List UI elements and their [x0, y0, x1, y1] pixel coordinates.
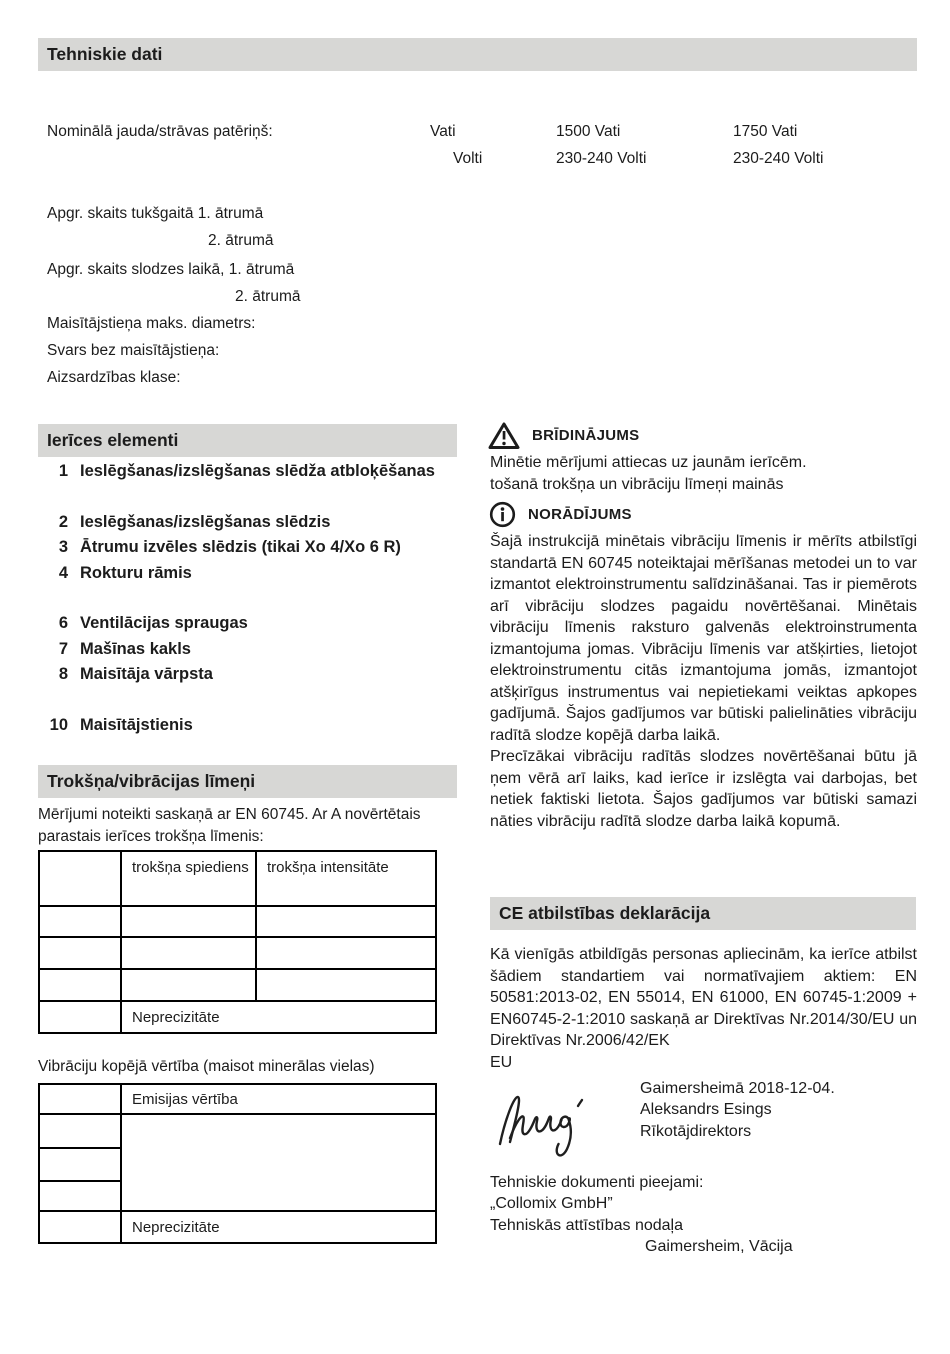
table-cell — [39, 1181, 121, 1211]
element-item — [34, 665, 213, 684]
section-header-tech-data: Tehniskie dati — [38, 38, 917, 71]
noise-table — [38, 850, 437, 1034]
table-cell — [256, 969, 436, 1001]
table-cell — [39, 1084, 121, 1114]
table-cell — [39, 1001, 121, 1033]
note-header — [489, 501, 632, 528]
ce-place-date: Gaimersheimā 2018-12-04. — [640, 1080, 835, 1097]
element-number: 7 — [58, 640, 68, 658]
spec-label-protection-class: Aizsardzības klase: — [47, 369, 181, 386]
vibration-caption: Vibrāciju kopējā vērtība (maisot minerālas vielas) — [38, 1058, 375, 1075]
table-cell — [121, 906, 256, 937]
section-header-noise: Trokšņa/vibrācijas līmeņi — [38, 765, 457, 798]
element-number: 6 — [58, 614, 68, 632]
element-label: Ieslēgšanas/izslēgšanas slēdzis — [80, 513, 331, 531]
element-label: Maisītājstienis — [80, 716, 193, 734]
element-item — [34, 462, 435, 481]
spec-label-idle-speed: Apgr. skaits tukšgaitā 1. ātrumā — [47, 205, 264, 222]
table-header-sound-pressure: trokšņa spiediens — [121, 851, 256, 906]
spec-unit-watts: Vati — [430, 123, 456, 140]
warning-title: BRĪDINĀJUMS — [532, 427, 640, 444]
table-cell — [39, 1211, 121, 1243]
section-header-ce: CE atbilstības deklarācija — [490, 897, 916, 930]
table-cell — [39, 969, 121, 1001]
element-number: 8 — [58, 665, 68, 683]
element-item — [34, 716, 193, 735]
spec-label-load-speed: Apgr. skaits slodzes laikā, 1. ātrumā — [47, 261, 295, 278]
warning-header — [488, 421, 639, 450]
ce-statement: Kā vienīgās atbildīgās personas apliecinām, ka ierīce atbilst šādiem standartiem vai normatīvajiem aktiem: EN 50581:2013-02, EN 55014, EN 61000, EN 60745-1:2009 + EN60745-2-1:2010 saskaņā ar Direktīvas Nr.2014/30/EU un Direktīvas Nr.2006/42/EK — [490, 946, 917, 1049]
note-paragraph-1: Šajā instrukcijā minētais vibrāciju līmenis ir mērīts atbilstīgi standartā EN 60745 noteiktajai mērīšanas metodei un to var izmantot elektroinstrumentu salīdzināšanai. Tas ir piemērots arī vibrāciju slodzes pagaidu novērtēšanai. Minētais vibrāciju līmenis raksturo galvenās elektroinstrumenta izmantojuma jomas. Vibrāciju līmenis var atšķirties, lietojot elektroinstrumentu citās izmantojuma jomās, izmantojot atšķirīgus instrumentus vai nepietiekami veiktas apkopes gadījumā. Šajos gadījumos var būtiski palielināties vibrāciju radītā slodze kopējā darba laikā. — [490, 533, 917, 744]
element-item — [34, 614, 248, 633]
element-number: 2 — [58, 513, 68, 531]
element-item — [34, 564, 192, 583]
ce-signer-block — [640, 1078, 835, 1142]
element-number: 3 — [58, 538, 68, 556]
table-footer-uncertainty: Neprecizitāte — [121, 1211, 436, 1243]
note-body — [490, 531, 917, 832]
info-icon — [489, 501, 516, 528]
ce-eu-line: EU — [490, 1053, 513, 1071]
table-cell — [121, 1114, 436, 1211]
ce-docs-block — [490, 1172, 703, 1236]
warning-line-1: Minētie mērījumi attiecas uz jaunām ierīcēm. — [490, 454, 807, 471]
element-label: Mašīnas kakls — [80, 640, 191, 658]
ce-docs-line-1: Tehniskie dokumenti pieejami: — [490, 1174, 704, 1191]
table-cell — [39, 1148, 121, 1181]
element-label: Ieslēgšanas/izslēgšanas slēdža atbloķēšanas — [80, 462, 435, 480]
element-number: 1 — [58, 462, 68, 480]
table-cell — [121, 969, 256, 1001]
element-item — [34, 513, 330, 532]
table-cell — [121, 937, 256, 969]
element-label: Rokturu rāmis — [80, 564, 192, 582]
table-header-emission-value: Emisijas vērtība — [121, 1084, 436, 1114]
note-title: NORĀDĪJUMS — [528, 506, 632, 523]
warning-icon — [488, 421, 520, 450]
table-cell — [256, 937, 436, 969]
spec-label-load-speed-2: 2. ātrumā — [235, 288, 301, 305]
element-number: 10 — [49, 716, 68, 734]
vibration-table — [38, 1083, 437, 1244]
table-cell — [39, 1114, 121, 1148]
element-item — [34, 538, 401, 557]
signature — [492, 1082, 600, 1164]
ce-signer-name: Aleksandrs Esings — [640, 1101, 772, 1119]
spec-volts-model1: 230-240 Volti — [556, 150, 647, 167]
element-label: Ātrumu izvēles slēdzis (tikai Xo 4/Xo 6 R) — [80, 538, 401, 556]
table-cell — [39, 906, 121, 937]
table-header-sound-power: trokšņa intensitāte — [256, 851, 436, 906]
noise-intro-text: Mērījumi noteikti saskaņā ar EN 60745. Ar A novērtētais parastais ierīces trokšņa līmenis: — [38, 806, 421, 845]
ce-signer-role: Rīkotājdirektors — [640, 1122, 752, 1140]
element-item — [34, 640, 191, 659]
warning-line-2: tošanā trokšņa un vibrāciju līmeņi mainās — [490, 476, 784, 493]
table-cell — [256, 906, 436, 937]
section-header-elements: Ierīces elementi — [38, 424, 457, 457]
spec-unit-volts: Volti — [453, 150, 483, 167]
ce-body — [490, 944, 917, 1073]
spec-label-weight: Svars bez maisītājstieņa: — [47, 342, 220, 359]
ce-docs-line-2: „Collomix GmbH” — [490, 1195, 613, 1213]
table-cell — [39, 851, 121, 906]
table-cell — [39, 937, 121, 969]
ce-docs-location: Gaimersheim, Vācija — [645, 1238, 793, 1255]
spec-label-power: Nominālā jauda/strāvas patēriņš: — [47, 123, 273, 140]
spec-label-idle-speed-2: 2. ātrumā — [208, 232, 274, 249]
spec-label-paddle-diameter: Maisītājstieņa maks. diametrs: — [47, 315, 256, 332]
note-paragraph-2: Precīzākai vibrāciju radītās slodzes novērtēšanai būtu jā ņem vērā arī laiks, kad ierīce ir izslēgta vai darbojas, bet netiek faktiski lietota. Šajos gadījumos var būtiski samazi nāties vibrāciju radītā slodze darba laikā kopumā. — [490, 748, 917, 830]
element-label: Maisītāja vārpsta — [80, 665, 213, 683]
spec-watts-model1: 1500 Vati — [556, 123, 621, 140]
spec-watts-model2: 1750 Vati — [733, 123, 798, 140]
table-footer-uncertainty: Neprecizitāte — [121, 1001, 436, 1033]
element-label: Ventilācijas spraugas — [80, 614, 248, 632]
ce-docs-line-3: Tehniskās attīstības nodaļa — [490, 1216, 684, 1234]
element-number: 4 — [58, 564, 68, 582]
spec-volts-model2: 230-240 Volti — [733, 150, 824, 167]
